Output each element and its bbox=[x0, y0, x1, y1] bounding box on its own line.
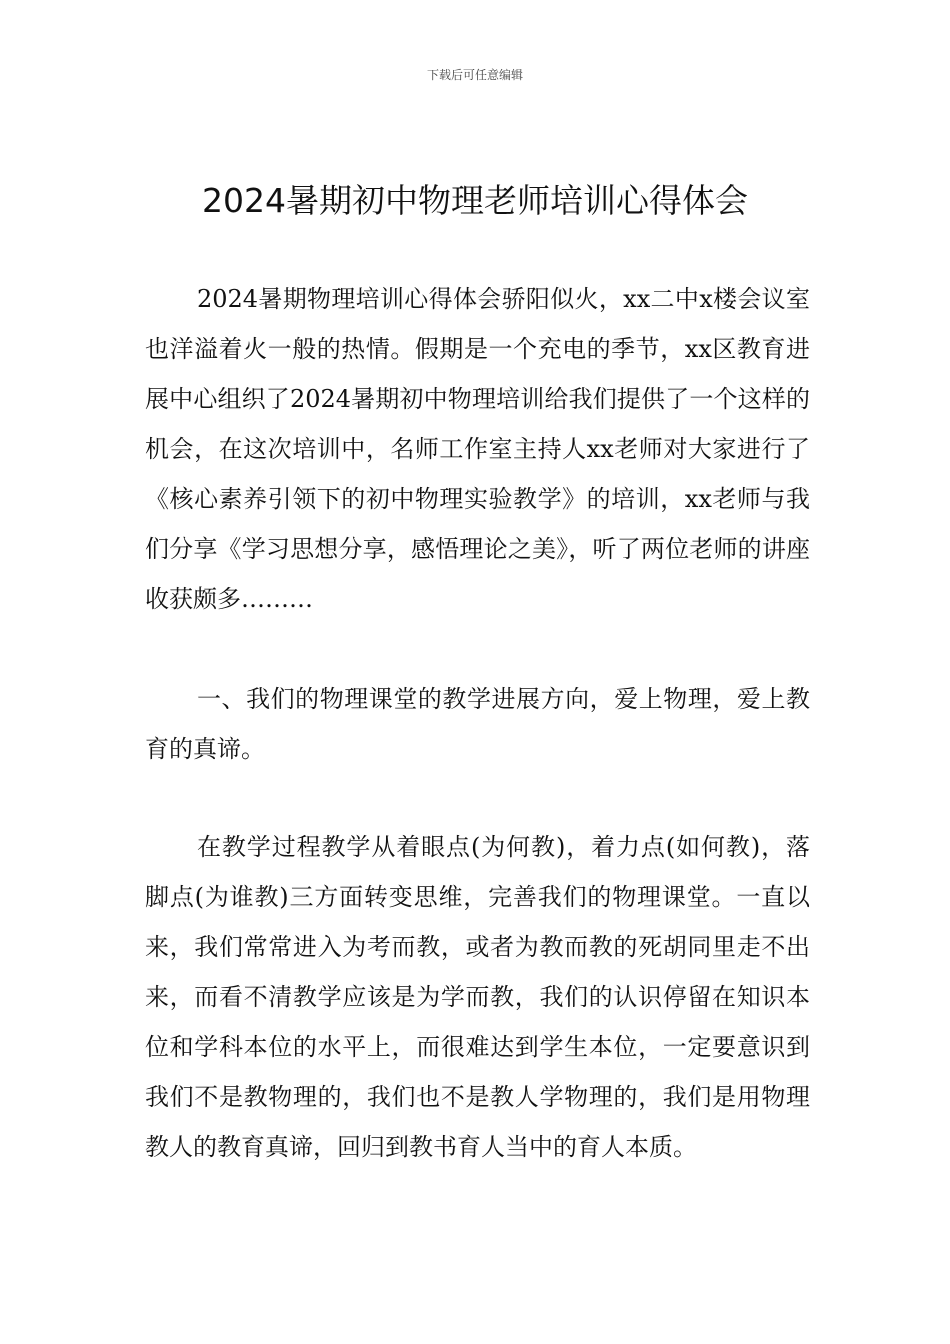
document-title: 2024暑期初中物理老师培训心得体会 bbox=[202, 181, 748, 220]
paragraph-intro: 2024暑期物理培训心得体会骄阳似火，xx二中x楼会议室也洋溢着火一般的热情。假期是一个充电的季节，xx区教育进展中心组织了2024暑期初中物理培训给我们提供了一个这样的机会，在这次培训中，名师工作室主持人xx老师对大家进行了《核心素养引领下的初中物理实验教学》的培训，xx老师与我们分享《学习思想分享，感悟理论之美》，听了两位老师的讲座收获颇多……… bbox=[145, 285, 810, 613]
paragraph-body: 在教学过程教学从着眼点(为何教)，着力点(如何教)，落脚点(为谁教)三方面转变思维，完善我们的物理课堂。一直以来，我们常常进入为考而教，或者为教而教的死胡同里走不出来，而看不清教学应该是为学而教，我们的认识停留在知识本位和学科本位的水平上，而很难达到学生本位，一定要意识到我们不是教物理的，我们也不是教人学物理的，我们是用物理教人的教育真谛，回归到教书育人当中的育人本质。 bbox=[145, 833, 810, 1161]
paragraph-section-heading: 一、我们的物理课堂的教学进展方向，爱上物理，爱上教育的真谛。 bbox=[145, 685, 810, 763]
header-note: 下载后可任意编辑 bbox=[426, 68, 523, 82]
